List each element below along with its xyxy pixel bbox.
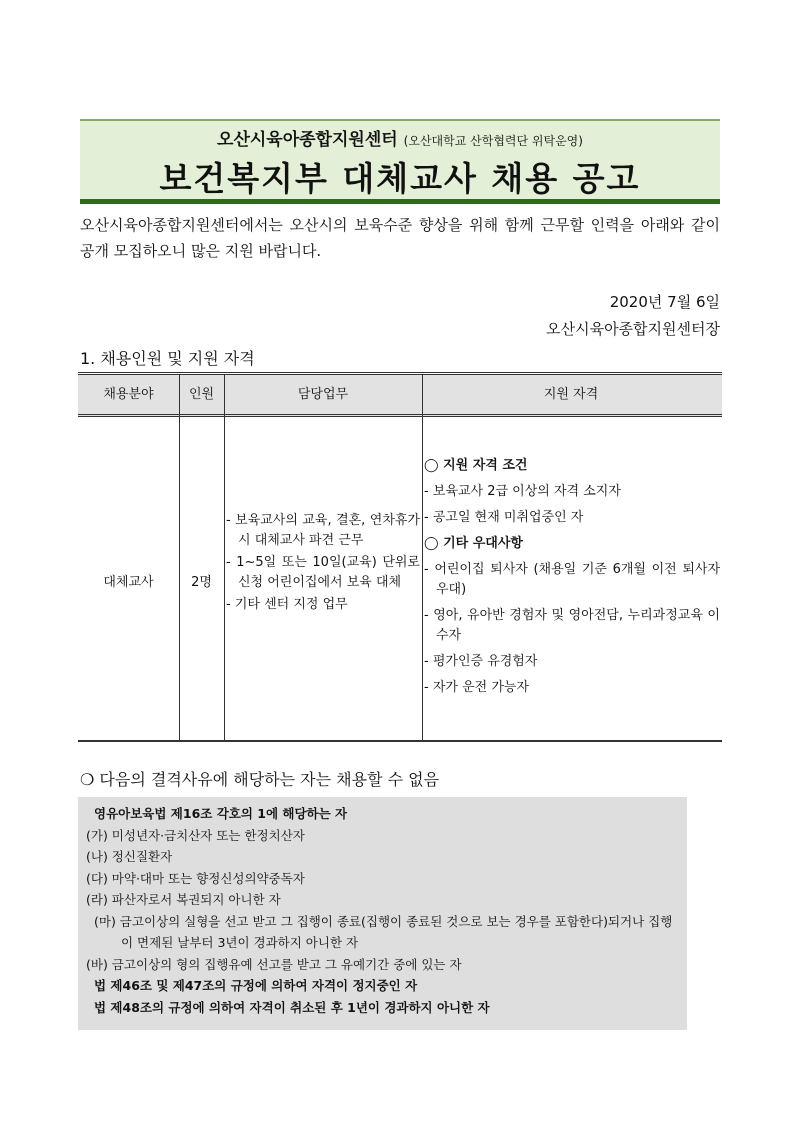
column-divider bbox=[179, 375, 180, 740]
announcement-date: 2020년 7월 6일 bbox=[609, 293, 720, 311]
count-cell: 2명 bbox=[191, 575, 212, 590]
disqualification-item: (나) 정신질환자 bbox=[86, 849, 173, 864]
disqualification-item: (바) 금고이상의 형의 집행유예 선고를 받고 그 유예기간 중에 있는 자 bbox=[86, 956, 462, 972]
preference-item: - 어린이집 퇴사자 (채용일 기준 6개월 이전 퇴사자 우대) bbox=[424, 562, 720, 597]
duty-cell bbox=[226, 511, 420, 617]
law-48-clause: 법 제48조의 규정에 의하여 자격이 취소된 후 1년이 경과하지 아니한 자 bbox=[94, 999, 490, 1015]
qualification-cell bbox=[424, 456, 720, 704]
header-field: 채용분야 bbox=[103, 387, 154, 402]
column-divider bbox=[422, 375, 423, 740]
duty-item: - 기타 센터 지정 업무 bbox=[226, 597, 348, 612]
duty-item: - 보육교사의 교육, 결혼, 연차휴가 시 대체교사 파견 근무 bbox=[226, 513, 420, 548]
qualification-item: - 공고일 현재 미취업중인 자 bbox=[424, 510, 584, 525]
section-heading: 1. 채용인원 및 지원 자격 bbox=[80, 349, 255, 368]
duty-item: - 1~5일 또는 10일(교육) 단위로 신청 어린이집에서 보육 대체 bbox=[226, 555, 420, 590]
law-heading: 영유아보육법 제16조 각호의 1에 해당하는 자 bbox=[94, 806, 348, 821]
column-divider bbox=[224, 375, 225, 740]
page-title: 보건복지부 대체교사 채용 공고 bbox=[159, 159, 641, 198]
disqualification-item: (가) 미성년자·금치산자 또는 한정치산자 bbox=[86, 827, 305, 843]
issuer: 오산시육아종합지원센터장 bbox=[546, 320, 720, 338]
org-note: (오산대학교 산학협력단 위탁운영) bbox=[403, 134, 583, 148]
qualification-item: - 보육교사 2급 이상의 자격 소지자 bbox=[424, 484, 621, 499]
org-line bbox=[80, 125, 720, 150]
disqualification-item: (다) 마약·대마 또는 향정신성의약중독자 bbox=[86, 870, 305, 886]
qualification-heading: ◯ 지원 자격 조건 bbox=[424, 458, 528, 473]
recruitment-table bbox=[78, 372, 722, 742]
header-duty: 담당업무 bbox=[297, 387, 349, 402]
disqualification-heading: ❍ 다음의 결격사유에 해당하는 자는 채용할 수 없음 bbox=[80, 770, 440, 789]
preference-item: - 평가인증 유경험자 bbox=[424, 654, 538, 669]
field-cell: 대체교사 bbox=[103, 575, 154, 590]
header-count: 인원 bbox=[188, 387, 215, 402]
title-box bbox=[80, 119, 720, 204]
disqualification-box bbox=[78, 797, 687, 1030]
header-qualification: 지원 자격 bbox=[543, 387, 599, 402]
preference-item: - 자가 운전 가능자 bbox=[424, 680, 529, 695]
disqualification-item: (마) 금고이상의 실형을 선고 받고 그 집행이 종료(집행이 종료된 것으로 보는 경우를 포함한다)되거나 집행이 면제된 날부터 3년이 경과하지 아니한 자 bbox=[94, 913, 673, 950]
law-47-clause: 법 제46조 및 제47조의 규정에 의하여 자격이 정지중인 자 bbox=[94, 978, 418, 993]
preference-item: - 영아, 유아반 경험자 및 영아전담, 누리과정교육 이수자 bbox=[424, 608, 720, 643]
preference-heading: ◯ 기타 우대사항 bbox=[424, 536, 523, 551]
org-name: 오산시육아종합지원센터 bbox=[217, 130, 398, 150]
intro-text: 오산시육아종합지원센터에서는 오산시의 보육수준 향상을 위해 함께 근무할 인력을 아래와 같이 공개 모집하오니 많은 지원 바랍니다. bbox=[80, 216, 720, 260]
disqualification-item: (라) 파산자로서 복권되지 아니한 자 bbox=[86, 892, 281, 907]
